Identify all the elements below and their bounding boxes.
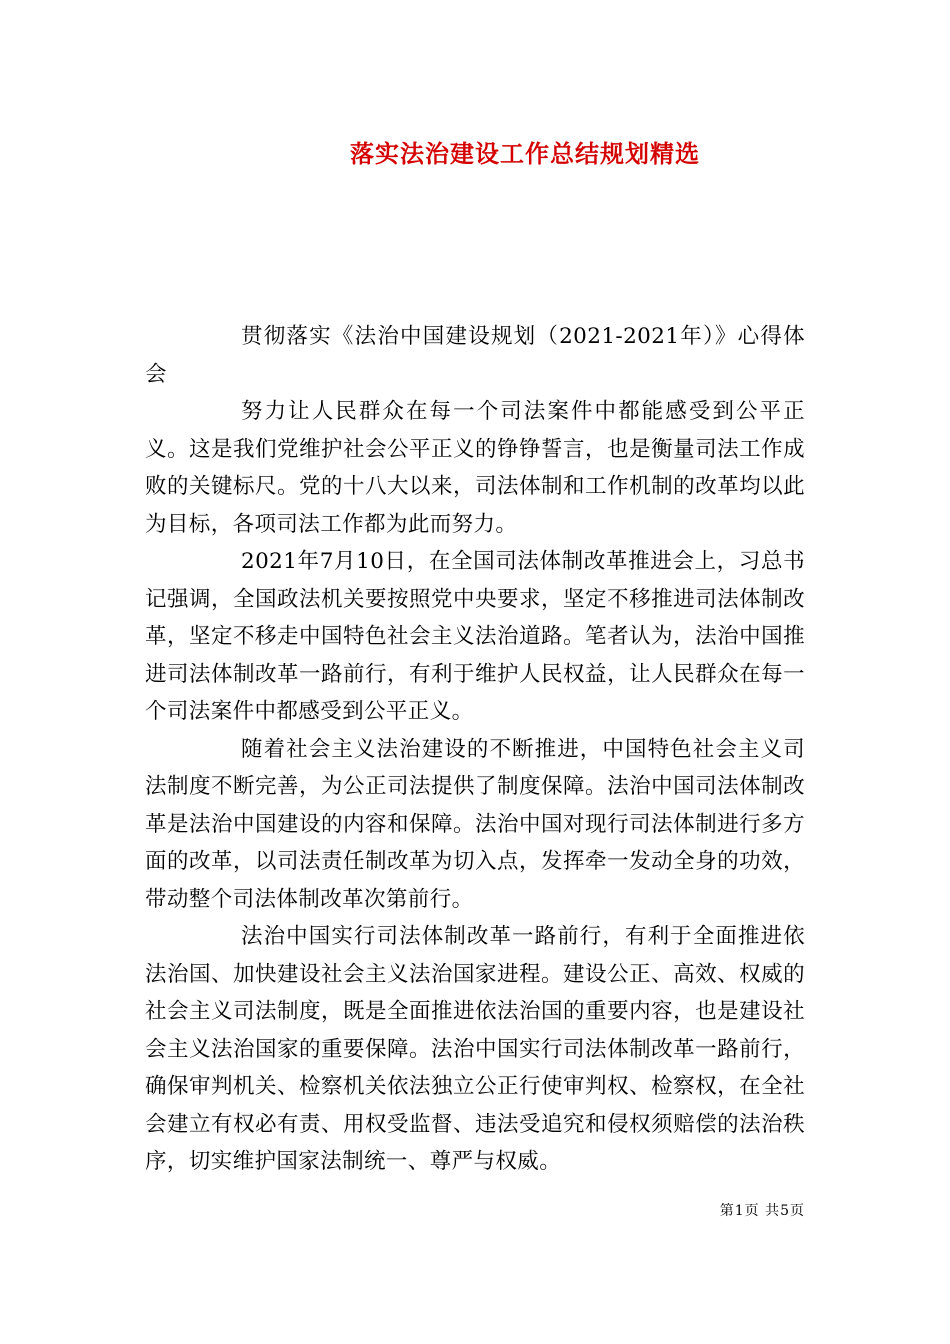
paragraph: 2021年7月10日，在全国司法体制改革推进会上，习总书记强调，全国政法机关要按照党中央要求，坚定不移推进司法体制改革，坚定不移走中国特色社会主义法治道路。笔者认为，法治中国推进司法体制改革一路前行，有利于维护人民权益，让人民群众在每一个司法案件中都感受到公平正义。 bbox=[145, 549, 805, 724]
paragraph: 随着社会主义法治建设的不断推进，中国特色社会主义司法制度不断完善，为公正司法提供了制度保障。法治中国司法体制改革是法治中国建设的内容和保障。法治中国对现行司法体制进行多方面的改革，以司法责任制改革为切入点，发挥牵一发动全身的功效，带动整个司法体制改革次第前行。 bbox=[145, 736, 805, 912]
paragraph: 法治中国实行司法体制改革一路前行，有利于全面推进依法治国、加快建设社会主义法治国家进程。建设公正、高效、权威的社会主义司法制度，既是全面推进依法治国的重要内容，也是建设社会主义法治国家的重要保障。法治中国实行司法体制改革一路前行，确保审判机关、检察机关依法独立公正行使审判权、检察权，在全社会建立有权必有责、用权受监督、违法受追究和侵权须赔偿的法治秩序，切实维护国家法制统一、尊严与权威。 bbox=[145, 924, 805, 1174]
paragraph-heading: 贯彻落实《法治中国建设规划（2021-2021年）》心得体会 bbox=[145, 324, 805, 387]
document-body bbox=[145, 318, 805, 1181]
paragraph: 努力让人民群众在每一个司法案件中都能感受到公平正义。这是我们党维护社会公平正义的铮铮誓言，也是衡量司法工作成败的关键标尺。党的十八大以来，司法体制和工作机制的改革均以此为目标，各项司法工作都为此而努力。 bbox=[145, 399, 805, 537]
document-title: 落实法治建设工作总结规划精选 bbox=[350, 139, 700, 168]
page-number: 第1页 共5页 bbox=[719, 1203, 805, 1219]
